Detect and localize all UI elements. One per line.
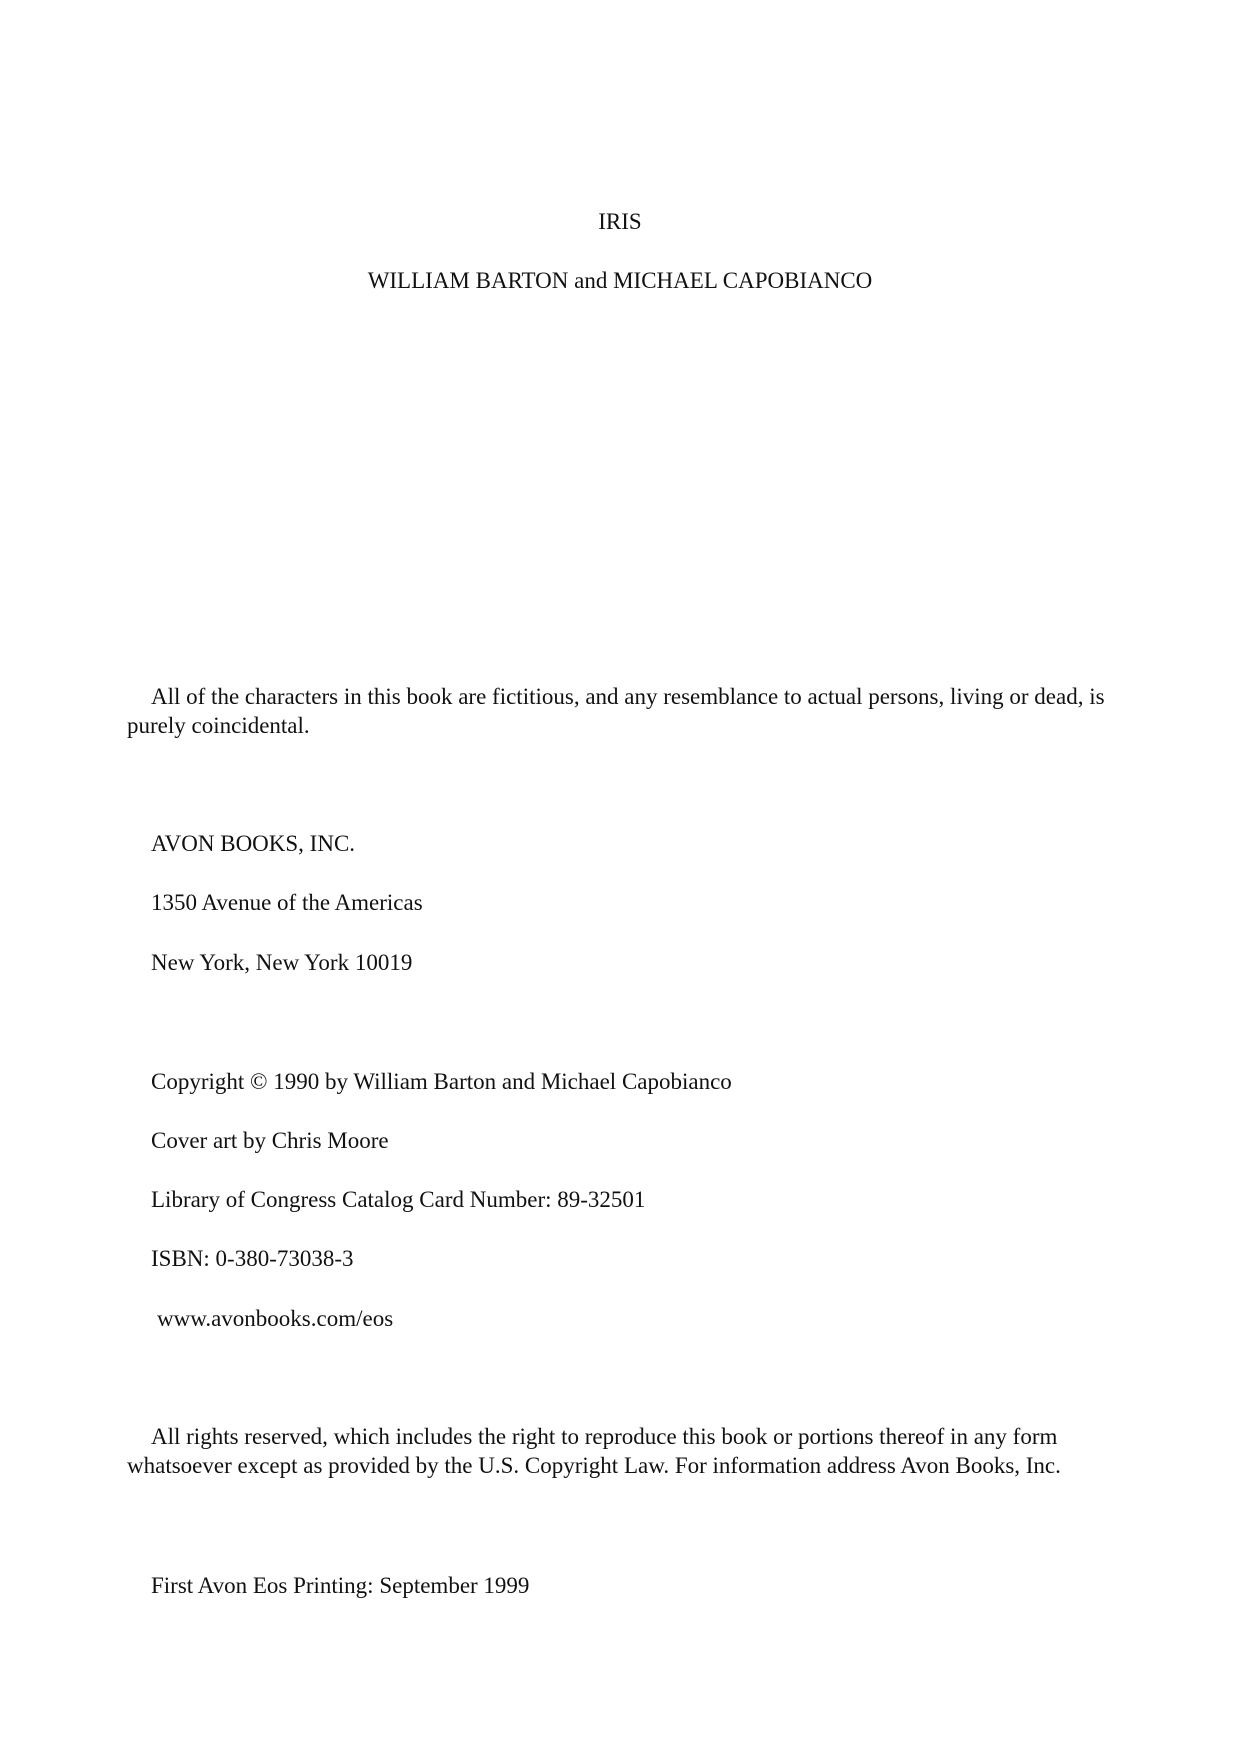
cover-art-credit: Cover art by Chris Moore — [151, 1128, 389, 1153]
disclaimer-paragraph: All of the characters in this book are fictitious, and any resemblance to actual persons, living or dead, is purely coincidental. — [127, 684, 1105, 738]
publisher-name: AVON BOOKS, INC. — [151, 831, 356, 856]
publisher-address-line1: 1350 Avenue of the Americas — [151, 890, 423, 915]
isbn: ISBN: 0-380-73038-3 — [151, 1246, 354, 1271]
website-link[interactable]: www.avonbooks.com/eos — [157, 1306, 394, 1331]
copyright-notice: Copyright © 1990 by William Barton and Michael Capobianco — [151, 1069, 732, 1094]
rights-paragraph: All rights reserved, which includes the right to reproduce this book or portions thereof in any form whatsoever except as provided by the U.S. Copyright Law. For information address Avon Books, Inc. — [127, 1424, 1061, 1478]
lccn: Library of Congress Catalog Card Number: 89-32501 — [151, 1187, 646, 1212]
book-authors: WILLIAM BARTON and MICHAEL CAPOBIANCO — [367, 268, 873, 293]
printing-info: First Avon Eos Printing: September 1999 — [151, 1573, 530, 1598]
publisher-address-line2: New York, New York 10019 — [151, 950, 413, 975]
book-title: IRIS — [598, 209, 642, 234]
